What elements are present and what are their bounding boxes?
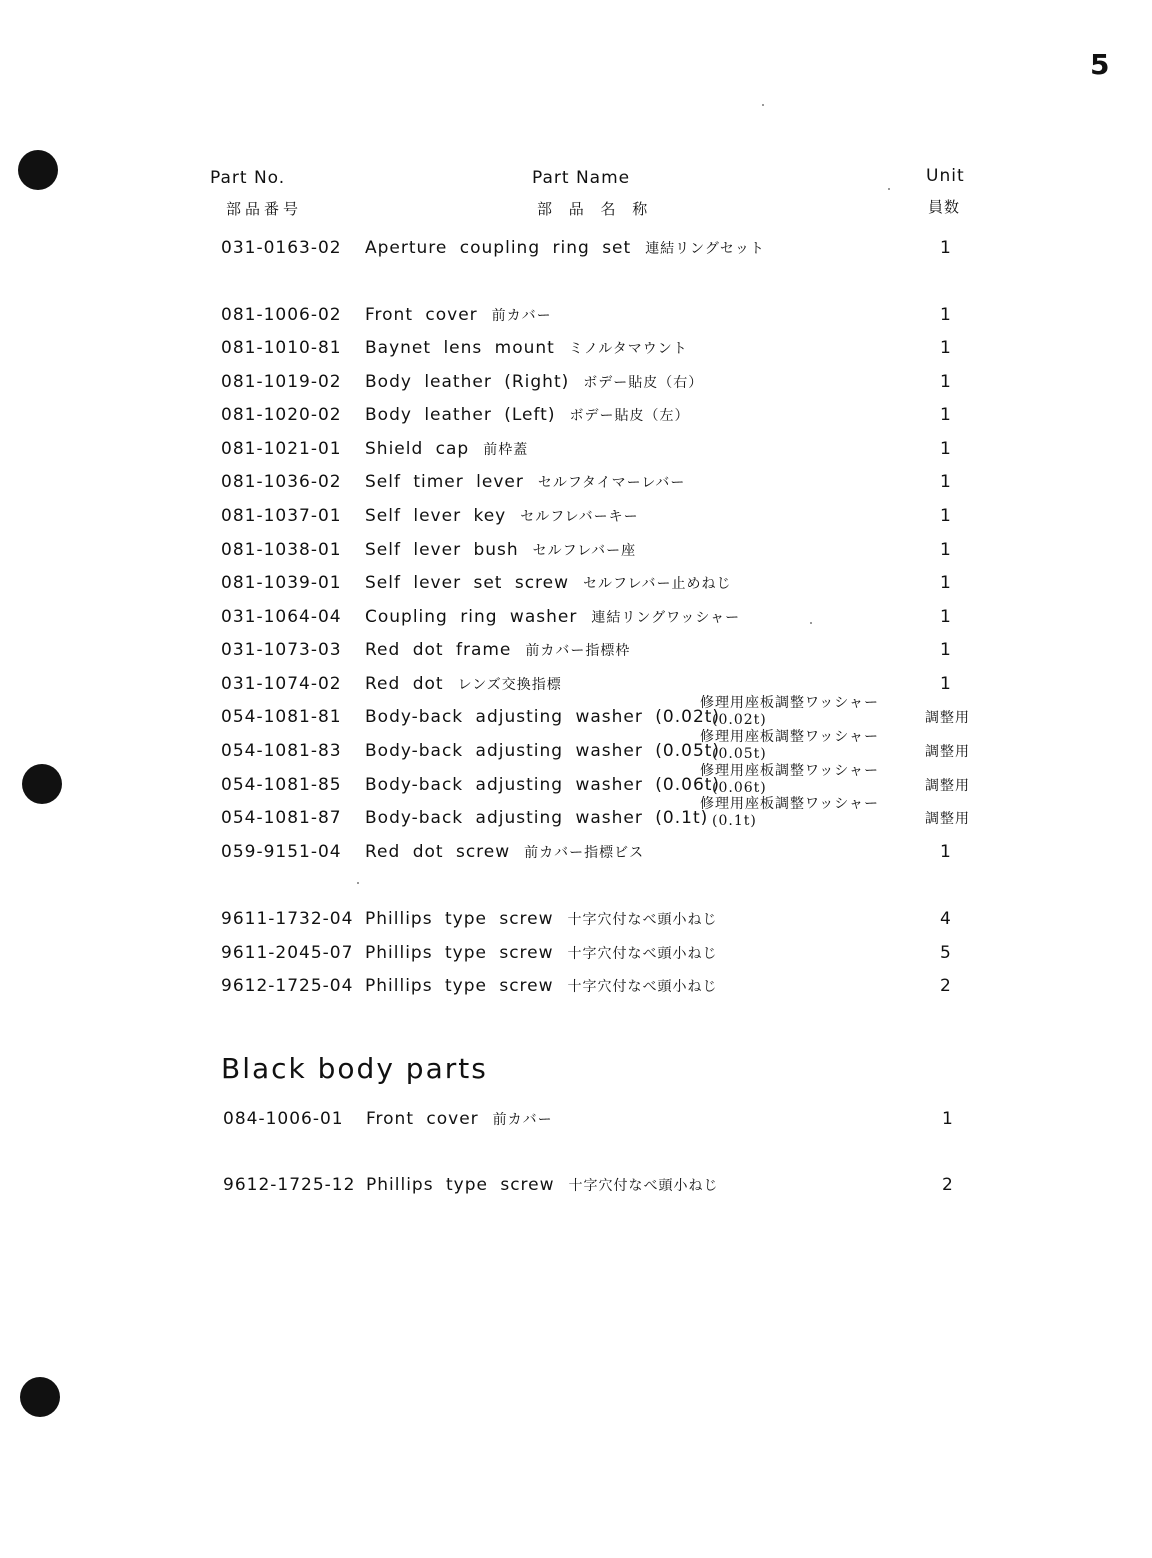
part-number: 031-0163-02 bbox=[221, 238, 342, 258]
unit-count: 5 bbox=[940, 943, 952, 963]
part-name: Red dot frame 前カバー指標枠 bbox=[365, 640, 631, 660]
part-name-jp: 修理用座板調整ワッシャー (0.02t) bbox=[700, 695, 880, 728]
unit-count: 2 bbox=[940, 976, 952, 996]
header-unit-jp: 員数 bbox=[928, 198, 961, 216]
part-name: Body leather (Left) ボデー貼皮（左） bbox=[365, 405, 690, 425]
part-name-jp: セルフタイマーレバー bbox=[537, 475, 686, 491]
unit-count: 1 bbox=[940, 573, 952, 593]
table-row bbox=[0, 472, 1152, 502]
part-name-jp: セルフレバー止めねじ bbox=[583, 576, 732, 592]
part-number: 081-1019-02 bbox=[221, 372, 342, 392]
unit-count: 1 bbox=[942, 1109, 954, 1129]
part-name-jp: 十字穴付なべ頭小ねじ bbox=[567, 979, 718, 995]
table-row bbox=[0, 943, 1152, 973]
table-row bbox=[0, 729, 1152, 771]
part-name-jp: 前枠蓋 bbox=[483, 442, 529, 458]
unit-count: 調整用 bbox=[925, 778, 970, 794]
part-number: 081-1020-02 bbox=[221, 405, 342, 425]
part-name: Coupling ring washer 連結リングワッシャー bbox=[365, 607, 741, 627]
part-number: 054-1081-85 bbox=[221, 775, 342, 795]
part-name: Front cover 前カバー bbox=[365, 305, 552, 325]
part-name-jp: 連結リングセット bbox=[645, 241, 765, 257]
header-part-no-jp: 部品番号 bbox=[226, 200, 303, 218]
part-number: 054-1081-81 bbox=[221, 707, 342, 727]
part-name: Phillips type screw 十字穴付なべ頭小ねじ bbox=[365, 909, 718, 929]
part-name: Phillips type screw 十字穴付なべ頭小ねじ bbox=[366, 1175, 719, 1195]
section-title: Black body parts bbox=[221, 1052, 488, 1085]
part-name-jp: セルフレバー座 bbox=[532, 543, 637, 559]
unit-count: 1 bbox=[940, 338, 952, 358]
part-name: Self lever key セルフレバーキー bbox=[365, 506, 639, 526]
page-number: 5 bbox=[1090, 48, 1110, 81]
part-name-jp: セルフレバーキー bbox=[520, 509, 639, 525]
part-name: Body leather (Right) ボデー貼皮（右） bbox=[365, 372, 704, 392]
part-name-jp: 修理用座板調整ワッシャー (0.1t) bbox=[700, 796, 880, 829]
part-name: Body-back adjusting washer (0.06t) bbox=[365, 775, 721, 795]
header-part-name: Part Name bbox=[532, 168, 631, 188]
part-number: 031-1064-04 bbox=[221, 607, 342, 627]
scan-speck bbox=[357, 882, 359, 884]
part-name: Baynet lens mount ミノルタマウント bbox=[365, 338, 688, 358]
part-name-jp: 修理用座板調整ワッシャー (0.05t) bbox=[700, 729, 880, 762]
part-number: 081-1037-01 bbox=[221, 506, 342, 526]
part-number: 081-1038-01 bbox=[221, 540, 342, 560]
unit-count: 1 bbox=[940, 607, 952, 627]
part-name: Self lever bush セルフレバー座 bbox=[365, 540, 637, 560]
table-row bbox=[0, 338, 1152, 368]
part-name: Shield cap 前枠蓋 bbox=[365, 439, 529, 459]
part-name: Phillips type screw 十字穴付なべ頭小ねじ bbox=[365, 976, 718, 996]
part-number: 081-1039-01 bbox=[221, 573, 342, 593]
unit-count: 1 bbox=[940, 640, 952, 660]
part-name-jp: 前カバー指標枠 bbox=[525, 643, 631, 659]
table-row bbox=[0, 976, 1152, 1006]
table-row bbox=[0, 405, 1152, 435]
table-row bbox=[0, 372, 1152, 402]
part-name: Body-back adjusting washer (0.02t) bbox=[365, 707, 721, 727]
part-name: Front cover 前カバー bbox=[366, 1109, 553, 1129]
part-name: Phillips type screw 十字穴付なべ頭小ねじ bbox=[365, 943, 718, 963]
unit-count: 1 bbox=[940, 472, 952, 492]
unit-count: 1 bbox=[940, 405, 952, 425]
unit-count: 4 bbox=[940, 909, 952, 929]
unit-count: 調整用 bbox=[925, 710, 970, 726]
table-row bbox=[0, 695, 1152, 737]
header-unit: Unit bbox=[926, 166, 965, 186]
part-name-jp: 修理用座板調整ワッシャー (0.06t) bbox=[700, 763, 880, 796]
scan-speck bbox=[762, 104, 764, 106]
table-row bbox=[0, 573, 1152, 603]
part-name: Red dot レンズ交換指標 bbox=[365, 674, 562, 694]
unit-count: 2 bbox=[942, 1175, 954, 1195]
part-number: 9612-1725-12 bbox=[223, 1175, 356, 1195]
part-name: Red dot screw 前カバー指標ビス bbox=[365, 842, 645, 862]
unit-count: 1 bbox=[940, 842, 952, 862]
part-name-jp: 前カバー指標ビス bbox=[524, 845, 645, 861]
unit-count: 1 bbox=[940, 238, 952, 258]
table-row bbox=[0, 1109, 1152, 1139]
table-row bbox=[0, 796, 1152, 838]
table-row bbox=[0, 842, 1152, 872]
unit-count: 調整用 bbox=[925, 744, 970, 760]
table-row bbox=[0, 540, 1152, 570]
part-name: Self lever set screw セルフレバー止めねじ bbox=[365, 573, 732, 593]
part-number: 054-1081-87 bbox=[221, 808, 342, 828]
part-name-jp: 前カバー bbox=[492, 1112, 553, 1128]
part-name: Body-back adjusting washer (0.05t) bbox=[365, 741, 721, 761]
unit-count: 1 bbox=[940, 372, 952, 392]
part-name-jp: 十字穴付なべ頭小ねじ bbox=[567, 946, 718, 962]
table-row bbox=[0, 640, 1152, 670]
table-row bbox=[0, 674, 1152, 704]
part-number: 054-1081-83 bbox=[221, 741, 342, 761]
unit-count: 調整用 bbox=[925, 811, 970, 827]
part-name: Aperture coupling ring set 連結リングセット bbox=[365, 238, 765, 258]
part-number: 9611-1732-04 bbox=[221, 909, 354, 929]
scan-speck bbox=[888, 188, 890, 190]
part-number: 081-1006-02 bbox=[221, 305, 342, 325]
part-name-jp: 十字穴付なべ頭小ねじ bbox=[568, 1178, 719, 1194]
part-name-jp: 十字穴付なべ頭小ねじ bbox=[567, 912, 718, 928]
part-number: 059-9151-04 bbox=[221, 842, 342, 862]
header-part-name-jp: 部 品 名 称 bbox=[537, 200, 654, 218]
table-row bbox=[0, 607, 1152, 637]
binder-hole bbox=[20, 1377, 60, 1417]
part-name-jp: 連結リングワッシャー bbox=[591, 610, 741, 626]
part-number: 081-1010-81 bbox=[221, 338, 342, 358]
table-row bbox=[0, 1175, 1152, 1205]
unit-count: 1 bbox=[940, 439, 952, 459]
part-name: Self timer lever セルフタイマーレバー bbox=[365, 472, 686, 492]
part-name-jp: レンズ交換指標 bbox=[457, 677, 562, 693]
part-number: 081-1021-01 bbox=[221, 439, 342, 459]
part-number: 081-1036-02 bbox=[221, 472, 342, 492]
part-name-jp: 前カバー bbox=[491, 308, 552, 324]
unit-count: 1 bbox=[940, 674, 952, 694]
part-name-jp: ボデー貼皮（左） bbox=[569, 408, 690, 424]
part-name: Body-back adjusting washer (0.1t) bbox=[365, 808, 709, 828]
unit-count: 1 bbox=[940, 540, 952, 560]
part-number: 031-1074-02 bbox=[221, 674, 342, 694]
header-part-no: Part No. bbox=[210, 168, 286, 188]
table-row bbox=[0, 909, 1152, 939]
table-row bbox=[0, 439, 1152, 469]
part-name-jp: ボデー貼皮（右） bbox=[583, 375, 704, 391]
unit-count: 1 bbox=[940, 305, 952, 325]
table-row bbox=[0, 763, 1152, 805]
table-row bbox=[0, 238, 1152, 268]
table-row bbox=[0, 506, 1152, 536]
part-name-jp: ミノルタマウント bbox=[568, 341, 688, 357]
part-number: 084-1006-01 bbox=[223, 1109, 344, 1129]
part-number: 9612-1725-04 bbox=[221, 976, 354, 996]
table-row bbox=[0, 305, 1152, 335]
binder-hole bbox=[18, 150, 58, 190]
part-number: 9611-2045-07 bbox=[221, 943, 354, 963]
part-number: 031-1073-03 bbox=[221, 640, 342, 660]
unit-count: 1 bbox=[940, 506, 952, 526]
